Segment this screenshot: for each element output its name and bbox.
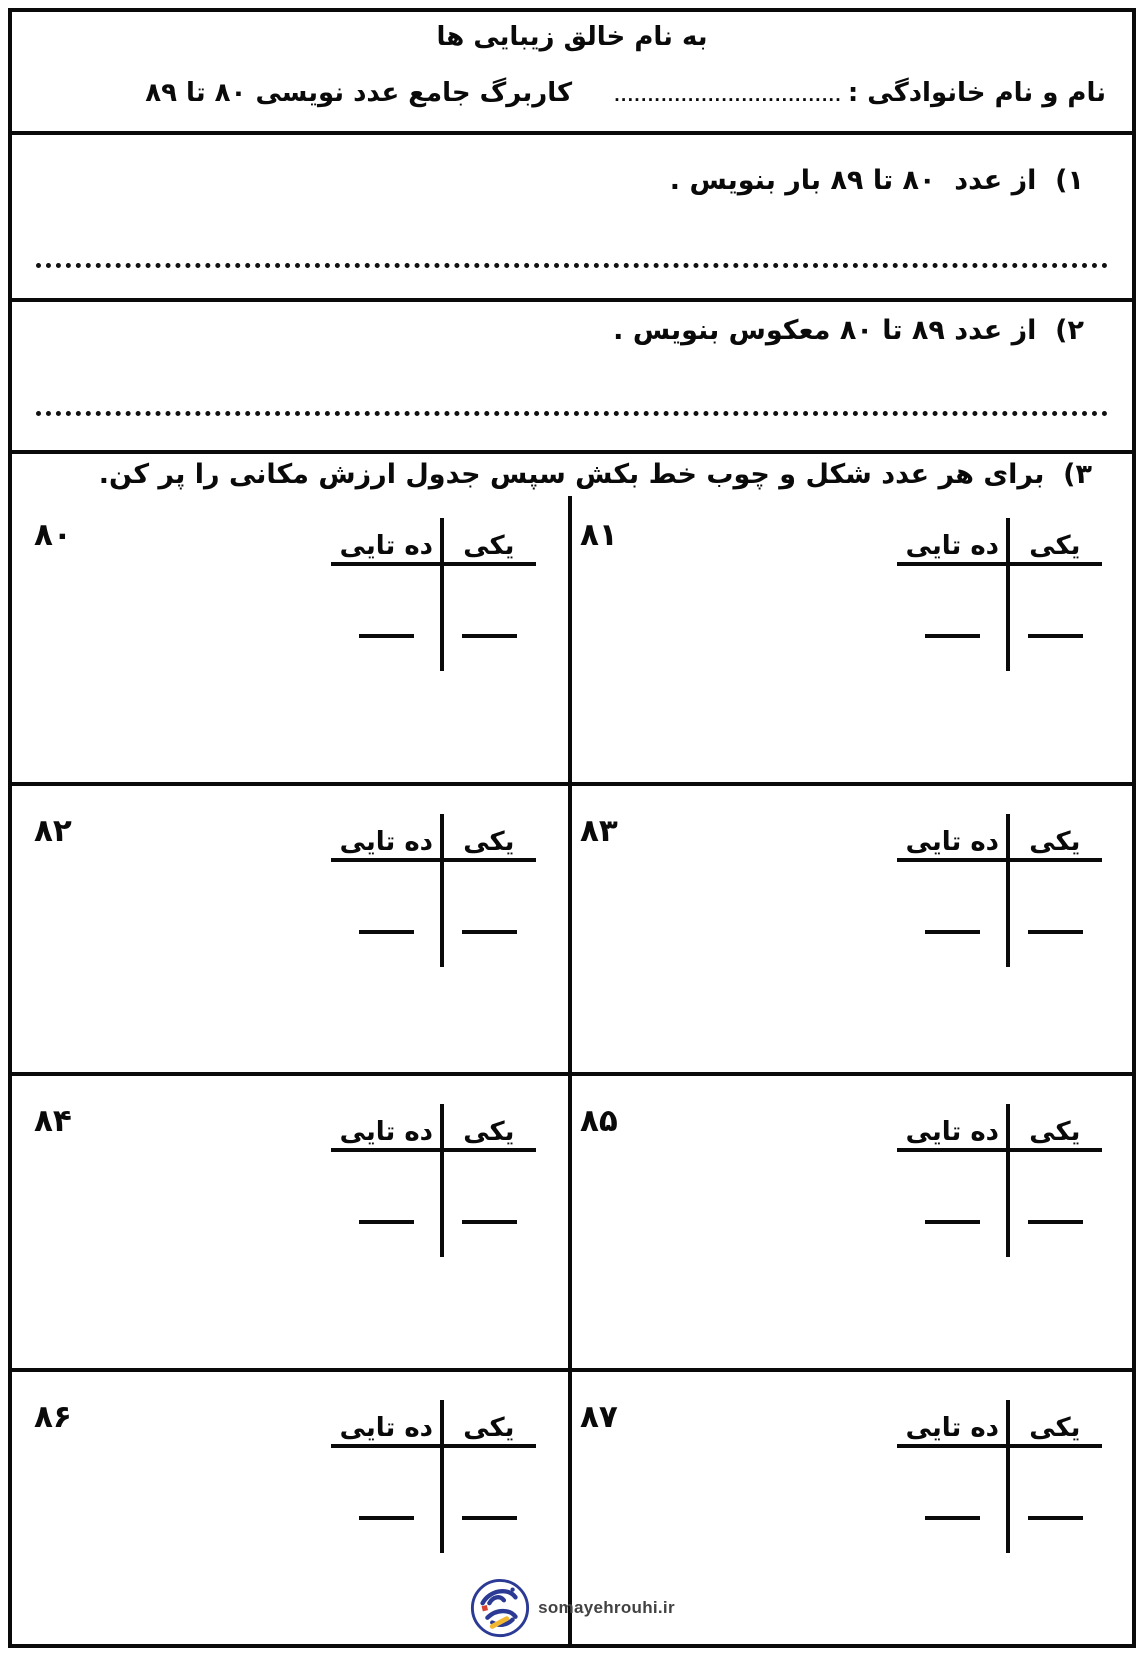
- question-2-section: [12, 298, 1132, 450]
- tens-header: ده تایی: [905, 1117, 1000, 1147]
- ones-header: یکی: [1029, 1117, 1081, 1147]
- table-vertical-line: [440, 1104, 444, 1257]
- name-field-dots: ..................................: [614, 87, 842, 105]
- worksheet-frame: [8, 8, 1136, 1648]
- tens-header: ده تایی: [339, 1117, 434, 1147]
- tens-header: ده تایی: [905, 827, 1000, 857]
- ones-header: یکی: [1029, 827, 1081, 857]
- table-vertical-line: [440, 814, 444, 967]
- grid-cell-84: [12, 1072, 572, 1368]
- table-horizontal-line: [897, 858, 1102, 862]
- tens-header: ده تایی: [905, 1413, 1000, 1443]
- tens-header: ده تایی: [905, 531, 1000, 561]
- place-value-table: [331, 814, 536, 967]
- table-horizontal-line: [331, 858, 536, 862]
- table-vertical-line: [1006, 1400, 1010, 1553]
- tens-blank: [925, 1516, 980, 1520]
- tens-blank: [925, 930, 980, 934]
- ones-blank: [462, 634, 517, 638]
- ones-blank: [1028, 930, 1083, 934]
- tens-header: ده تایی: [339, 827, 434, 857]
- tens-blank: [359, 930, 414, 934]
- question-3-section: [12, 450, 1132, 1644]
- grid-cell-83: [572, 782, 1132, 1072]
- footer: [12, 1577, 1132, 1639]
- ones-blank: [462, 1516, 517, 1520]
- cell-number: ۸۲: [34, 813, 72, 849]
- ones-blank: [1028, 634, 1083, 638]
- tens-header: ده تایی: [339, 1413, 434, 1443]
- place-value-table: [897, 814, 1102, 967]
- cell-number: ۸۵: [580, 1103, 618, 1139]
- place-value-table: [897, 518, 1102, 671]
- table-horizontal-line: [897, 1444, 1102, 1448]
- place-value-table: [331, 1400, 536, 1553]
- question-2-answer-line: [36, 411, 1108, 416]
- tens-header: ده تایی: [339, 531, 434, 561]
- tens-blank: [359, 1220, 414, 1224]
- grid-cell-81: [572, 496, 1132, 782]
- tens-blank: [925, 1220, 980, 1224]
- table-vertical-line: [440, 1400, 444, 1553]
- bismillah-title: به نام خالق زیبایی ها: [436, 22, 708, 52]
- header-line2: [12, 52, 1132, 108]
- tens-blank: [359, 634, 414, 638]
- ones-header: یکی: [463, 531, 515, 561]
- ones-blank: [1028, 1516, 1083, 1520]
- ones-header: یکی: [463, 827, 515, 857]
- cell-number: ۸۱: [580, 517, 618, 553]
- table-vertical-line: [1006, 518, 1010, 671]
- table-horizontal-line: [897, 1148, 1102, 1152]
- site-logo-icon: [469, 1577, 531, 1639]
- table-horizontal-line: [331, 1444, 536, 1448]
- ones-blank: [462, 930, 517, 934]
- place-value-table: [897, 1104, 1102, 1257]
- tens-blank: [359, 1516, 414, 1520]
- ones-blank: [1028, 1220, 1083, 1224]
- question-1-answer-line: [36, 263, 1108, 268]
- table-vertical-line: [1006, 814, 1010, 967]
- place-value-table: [897, 1400, 1102, 1553]
- question-2-text: ۲) از عدد ۸۹ تا ۸۰ معکوس بنویس .: [613, 315, 1084, 346]
- cell-number: ۸۰: [34, 517, 72, 553]
- worksheet-title: کاربرگ جامع عدد نویسی ۸۰ تا ۸۹: [145, 78, 573, 108]
- place-value-table: [331, 1104, 536, 1257]
- cell-number: ۸۶: [34, 1399, 72, 1435]
- tens-blank: [925, 634, 980, 638]
- grid-cell-80: [12, 496, 572, 782]
- ones-header: یکی: [1029, 1413, 1081, 1443]
- question-1-section: [12, 131, 1132, 298]
- name-field-label: نام و نام خانوادگی :: [847, 78, 1106, 108]
- ones-header: یکی: [463, 1413, 515, 1443]
- question-1-text: ۱) از عدد ۸۰ تا ۸۹ بار بنویس .: [669, 165, 1084, 196]
- site-url: somayehrouhi.ir: [538, 1598, 675, 1617]
- cell-number: ۸۴: [34, 1103, 72, 1139]
- table-horizontal-line: [331, 562, 536, 566]
- ones-header: یکی: [463, 1117, 515, 1147]
- cell-number: ۸۳: [580, 813, 618, 849]
- grid-cell-82: [12, 782, 572, 1072]
- question-3-text: ۳) برای هر عدد شکل و چوب خط بکش سپس جدول ارزش مکانی را پر کن.: [98, 459, 1092, 490]
- table-vertical-line: [1006, 1104, 1010, 1257]
- cell-number: ۸۷: [580, 1399, 618, 1435]
- ones-header: یکی: [1029, 531, 1081, 561]
- place-value-table: [331, 518, 536, 671]
- table-horizontal-line: [897, 562, 1102, 566]
- grid-cell-85: [572, 1072, 1132, 1368]
- ones-blank: [462, 1220, 517, 1224]
- table-vertical-line: [440, 518, 444, 671]
- header-section: [12, 12, 1132, 131]
- number-grid: [12, 496, 1132, 1644]
- table-horizontal-line: [331, 1148, 536, 1152]
